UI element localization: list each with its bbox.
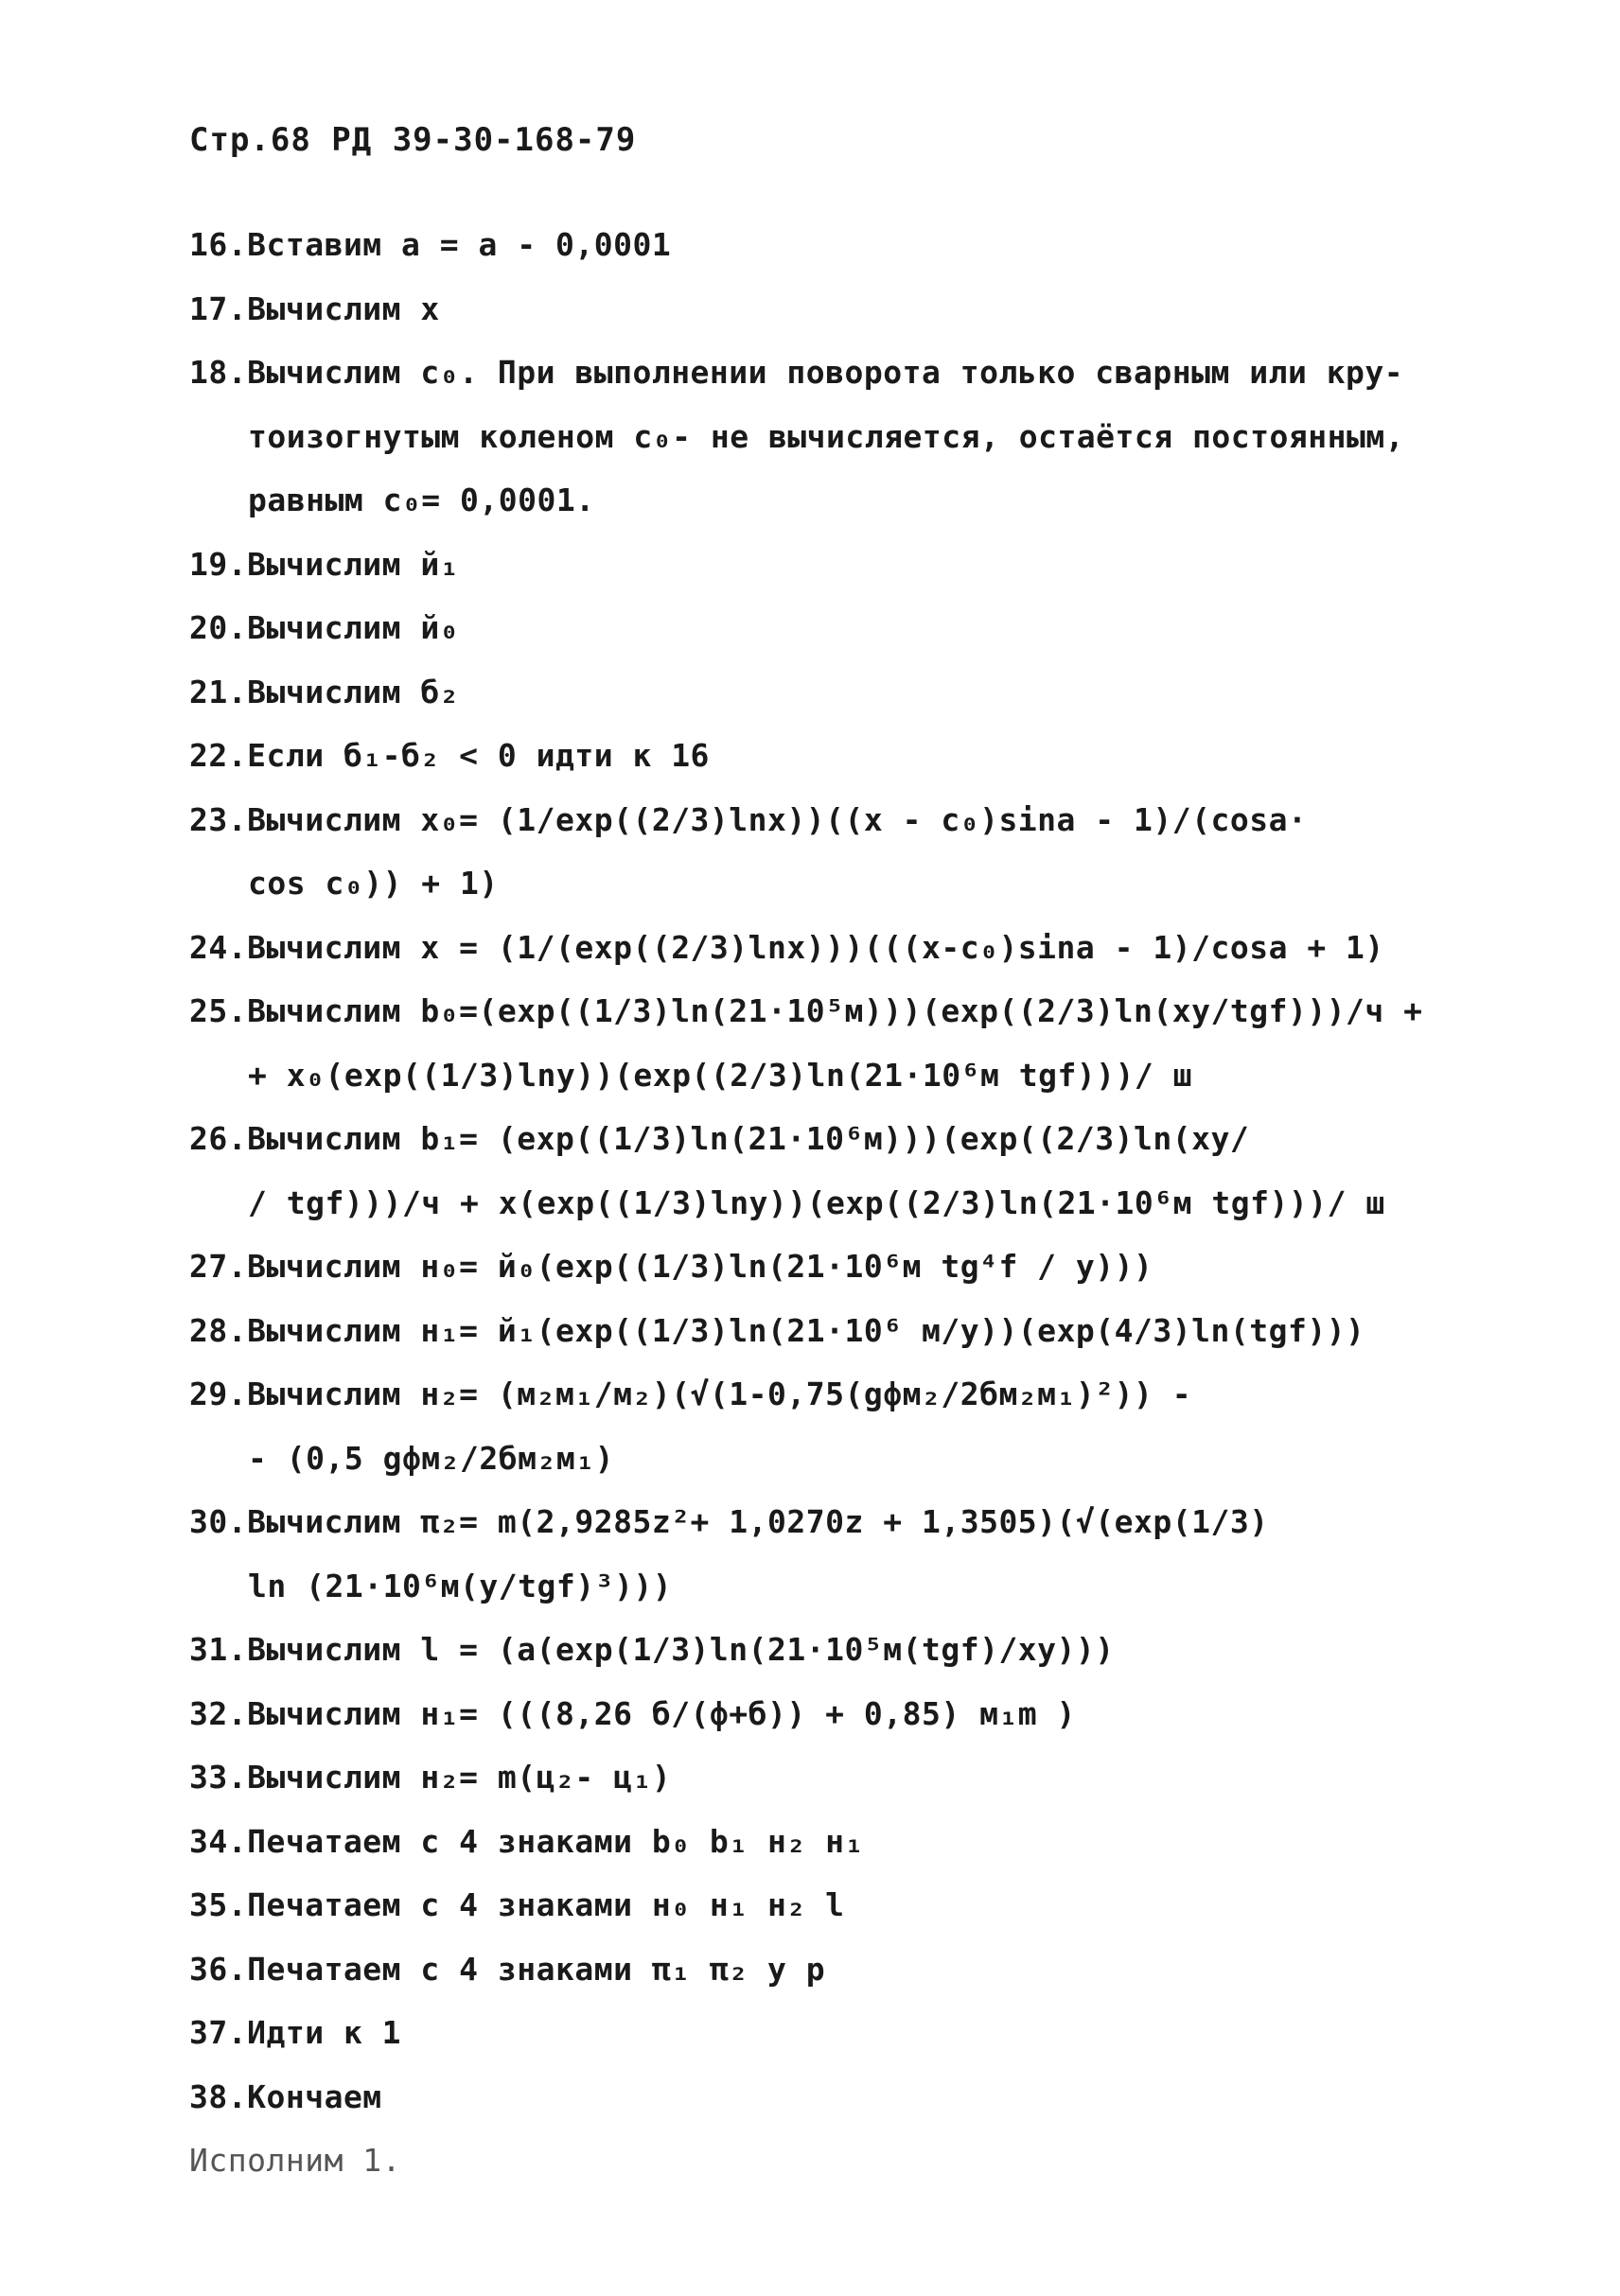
step-line: 32.Вычислим н₁= (((8,26 б/(ф+б)) + 0,85) м₁m ) [189, 1694, 1076, 1732]
step-line: 24.Вычислим x = (1/(exp((2/3)lnx)))(((x-c₀)sina - 1)/cosa + 1) [189, 928, 1384, 966]
step-line: 18.Вычислим c₀. При выполнении поворота только сварным или кру- [189, 354, 1404, 391]
step-continuation-line: cos c₀)) + 1) [248, 865, 499, 902]
step-line: 26.Вычислим b₁= (exp((1/3)ln(21·10⁶м)))(exp((2/3)ln(xy/ [189, 1120, 1250, 1157]
step-line: 31.Вычислим l = (a(exp(1/3)ln(21·10⁵м(tgf)/xy))) [189, 1631, 1115, 1668]
step-continuation-line: равным c₀= 0,0001. [248, 482, 595, 518]
algorithm-steps [189, 213, 1495, 2193]
step-line: 23.Вычислим x₀= (1/exp((2/3)lnx))((x - c₀)sina - 1)/(cosa· [189, 800, 1308, 838]
step-line: 35.Печатаем с 4 знаками н₀ н₁ н₂ l [189, 1886, 845, 1923]
step-line: 34.Печатаем с 4 знаками b₀ b₁ н₂ н₁ [189, 1822, 864, 1860]
step-line: 28.Вычислим н₁= й₁(exp((1/3)ln(21·10⁶ м/y))(exp(4/3)ln(tgf))) [189, 1311, 1365, 1349]
step-line: 38.Кончаем [189, 2077, 382, 2115]
step-line: 21.Вычислим б₂ [189, 673, 460, 710]
step-line: 29.Вычислим н₂= (м₂м₁/м₂)(√(1-0,75(gфм₂/2бм₂м₁)²)) - [189, 1376, 1192, 1412]
step-line: 22.Если б₁-б₂ < 0 идти к 16 [189, 737, 710, 774]
step-continuation-line: - (0,5 gфм₂/2бм₂м₁) [248, 1439, 614, 1477]
step-continuation-line: / tgf)))/ч + x(exp((1/3)lny))(exp((2/3)ln(21·10⁶м tgf)))/ ш [248, 1183, 1385, 1221]
step-line: 20.Вычислим й₀ [189, 609, 460, 646]
step-line: 17.Вычислим x [189, 289, 440, 327]
step-line: 25.Вычислим b₀=(exp((1/3)ln(21·10⁵м)))(exp((2/3)ln(xy/tgf)))/ч + [189, 992, 1423, 1029]
step-line: 36.Печатаем с 4 знаками π₁ π₂ y p [189, 1950, 826, 1988]
step-continuation-line: + x₀(exp((1/3)lny))(exp((2/3)ln(21·10⁶м tgf)))/ ш [248, 1056, 1193, 1094]
step-line: 27.Вычислим н₀= й₀(exp((1/3)ln(21·10⁶м tg⁴f / y))) [189, 1248, 1153, 1285]
step-line: 30.Вычислим π₂= m(2,9285z²+ 1,0270z + 1,3505)(√(exp(1/3) [189, 1503, 1269, 1540]
step-line: 37.Идти к 1 [189, 2014, 402, 2051]
step-line: Исполним 1. [189, 2142, 402, 2179]
step-continuation-line: ln (21·10⁶м(y/tgf)³))) [248, 1567, 673, 1604]
step-line: 19.Вычислим й₁ [189, 545, 460, 583]
page-header: Стр.68 РД 39-30-168-79 [189, 121, 637, 159]
step-continuation-line: тоизогнутым коленом c₀- не вычисляется, остаётся постоянным, [248, 417, 1405, 455]
step-line: 16.Вставим a = a - 0,0001 [189, 226, 672, 263]
step-line: 33.Вычислим н₂= m(ц₂- ц₁) [189, 1759, 672, 1796]
